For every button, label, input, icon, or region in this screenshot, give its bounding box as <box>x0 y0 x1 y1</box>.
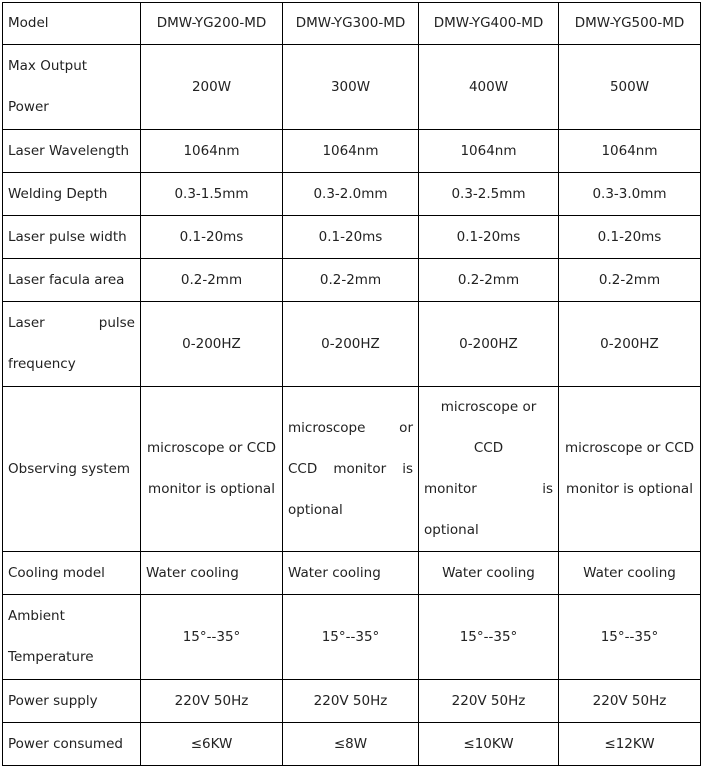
ambient-temperature-label-line2: Temperature <box>8 649 94 665</box>
ambient-temperature-row <box>3 595 701 680</box>
observing-system-200-line2: monitor is optional <box>148 481 275 497</box>
observing-system-400 <box>419 387 559 552</box>
ambient-temperature-200: 15°--35° <box>141 595 283 680</box>
max-output-power-label-line2: Power <box>8 99 49 115</box>
laser-pulse-frequency-label-line1: Laser pulse <box>8 315 135 331</box>
laser-facula-area-200: 0.2-2mm <box>141 259 283 302</box>
max-output-power-200: 200W <box>141 45 283 130</box>
observing-system-400-line3: optional <box>424 522 479 538</box>
observing-system-500 <box>559 387 701 552</box>
laser-pulse-frequency-row <box>3 302 701 387</box>
power-supply-label: Power supply <box>3 680 141 723</box>
observing-system-300-line1: microscope or <box>288 419 413 436</box>
model-400: DMW-YG400-MD <box>419 3 559 45</box>
power-supply-500: 220V 50Hz <box>559 680 701 723</box>
ambient-temperature-300: 15°--35° <box>283 595 419 680</box>
laser-facula-area-row <box>3 259 701 302</box>
welding-depth-500: 0.3-3.0mm <box>559 173 701 216</box>
laser-wavelength-400: 1064nm <box>419 130 559 173</box>
laser-pulse-frequency-300: 0-200HZ <box>283 302 419 387</box>
observing-system-row <box>3 387 701 552</box>
header-label: Model <box>3 3 141 45</box>
ambient-temperature-400: 15°--35° <box>419 595 559 680</box>
spec-table <box>2 2 701 766</box>
observing-system-500-line2: monitor is optional <box>566 481 693 497</box>
power-consumed-200: ≤6KW <box>141 723 283 766</box>
cooling-model-row <box>3 552 701 595</box>
model-500: DMW-YG500-MD <box>559 3 701 45</box>
ambient-temperature-label-line1: Ambient <box>8 608 65 624</box>
max-output-power-row <box>3 45 701 130</box>
welding-depth-label: Welding Depth <box>3 173 141 216</box>
laser-pulse-width-500: 0.1-20ms <box>559 216 701 259</box>
laser-facula-area-500: 0.2-2mm <box>559 259 701 302</box>
welding-depth-row <box>3 173 701 216</box>
welding-depth-200: 0.3-1.5mm <box>141 173 283 216</box>
laser-pulse-width-300: 0.1-20ms <box>283 216 419 259</box>
laser-facula-area-400: 0.2-2mm <box>419 259 559 302</box>
power-supply-300: 220V 50Hz <box>283 680 419 723</box>
observing-system-400-line2: monitor is <box>424 481 553 497</box>
laser-pulse-width-row <box>3 216 701 259</box>
observing-system-label: Observing system <box>3 387 141 552</box>
laser-wavelength-500: 1064nm <box>559 130 701 173</box>
observing-system-300 <box>283 387 419 552</box>
power-supply-400: 220V 50Hz <box>419 680 559 723</box>
ambient-temperature-500: 15°--35° <box>559 595 701 680</box>
cooling-model-200: Water cooling <box>141 552 283 595</box>
power-consumed-row <box>3 723 701 766</box>
laser-pulse-frequency-500: 0-200HZ <box>559 302 701 387</box>
observing-system-300-line2: CCD monitor is <box>288 460 413 477</box>
power-supply-200: 220V 50Hz <box>141 680 283 723</box>
max-output-power-400: 400W <box>419 45 559 130</box>
cooling-model-300: Water cooling <box>283 552 419 595</box>
power-consumed-400: ≤10KW <box>419 723 559 766</box>
power-consumed-label: Power consumed <box>3 723 141 766</box>
header-row <box>3 3 701 45</box>
max-output-power-300: 300W <box>283 45 419 130</box>
cooling-model-label: Cooling model <box>3 552 141 595</box>
laser-pulse-width-label: Laser pulse width <box>3 216 141 259</box>
cooling-model-400: Water cooling <box>419 552 559 595</box>
ambient-temperature-label <box>3 595 141 680</box>
power-consumed-500: ≤12KW <box>559 723 701 766</box>
laser-pulse-frequency-label <box>3 302 141 387</box>
welding-depth-400: 0.3-2.5mm <box>419 173 559 216</box>
max-output-power-label <box>3 45 141 130</box>
observing-system-300-line3: optional <box>288 501 343 518</box>
laser-pulse-frequency-200: 0-200HZ <box>141 302 283 387</box>
laser-wavelength-200: 1064nm <box>141 130 283 173</box>
welding-depth-300: 0.3-2.0mm <box>283 173 419 216</box>
laser-wavelength-row <box>3 130 701 173</box>
cooling-model-500: Water cooling <box>559 552 701 595</box>
observing-system-200-line1: microscope or CCD <box>146 440 277 456</box>
laser-facula-area-label: Laser facula area <box>3 259 141 302</box>
max-output-power-label-line1: Max Output <box>8 58 88 74</box>
laser-pulse-width-400: 0.1-20ms <box>419 216 559 259</box>
model-200: DMW-YG200-MD <box>141 3 283 45</box>
power-consumed-300: ≤8W <box>283 723 419 766</box>
observing-system-400-line1: microscope or CCD <box>440 399 537 456</box>
laser-facula-area-300: 0.2-2mm <box>283 259 419 302</box>
laser-wavelength-label: Laser Wavelength <box>3 130 141 173</box>
laser-pulse-width-200: 0.1-20ms <box>141 216 283 259</box>
observing-system-500-line1: microscope or CCD <box>564 440 695 456</box>
laser-pulse-frequency-label-line2: frequency <box>8 356 76 372</box>
power-supply-row <box>3 680 701 723</box>
max-output-power-500: 500W <box>559 45 701 130</box>
laser-wavelength-300: 1064nm <box>283 130 419 173</box>
model-300: DMW-YG300-MD <box>283 3 419 45</box>
observing-system-200 <box>141 387 283 552</box>
laser-pulse-frequency-400: 0-200HZ <box>419 302 559 387</box>
